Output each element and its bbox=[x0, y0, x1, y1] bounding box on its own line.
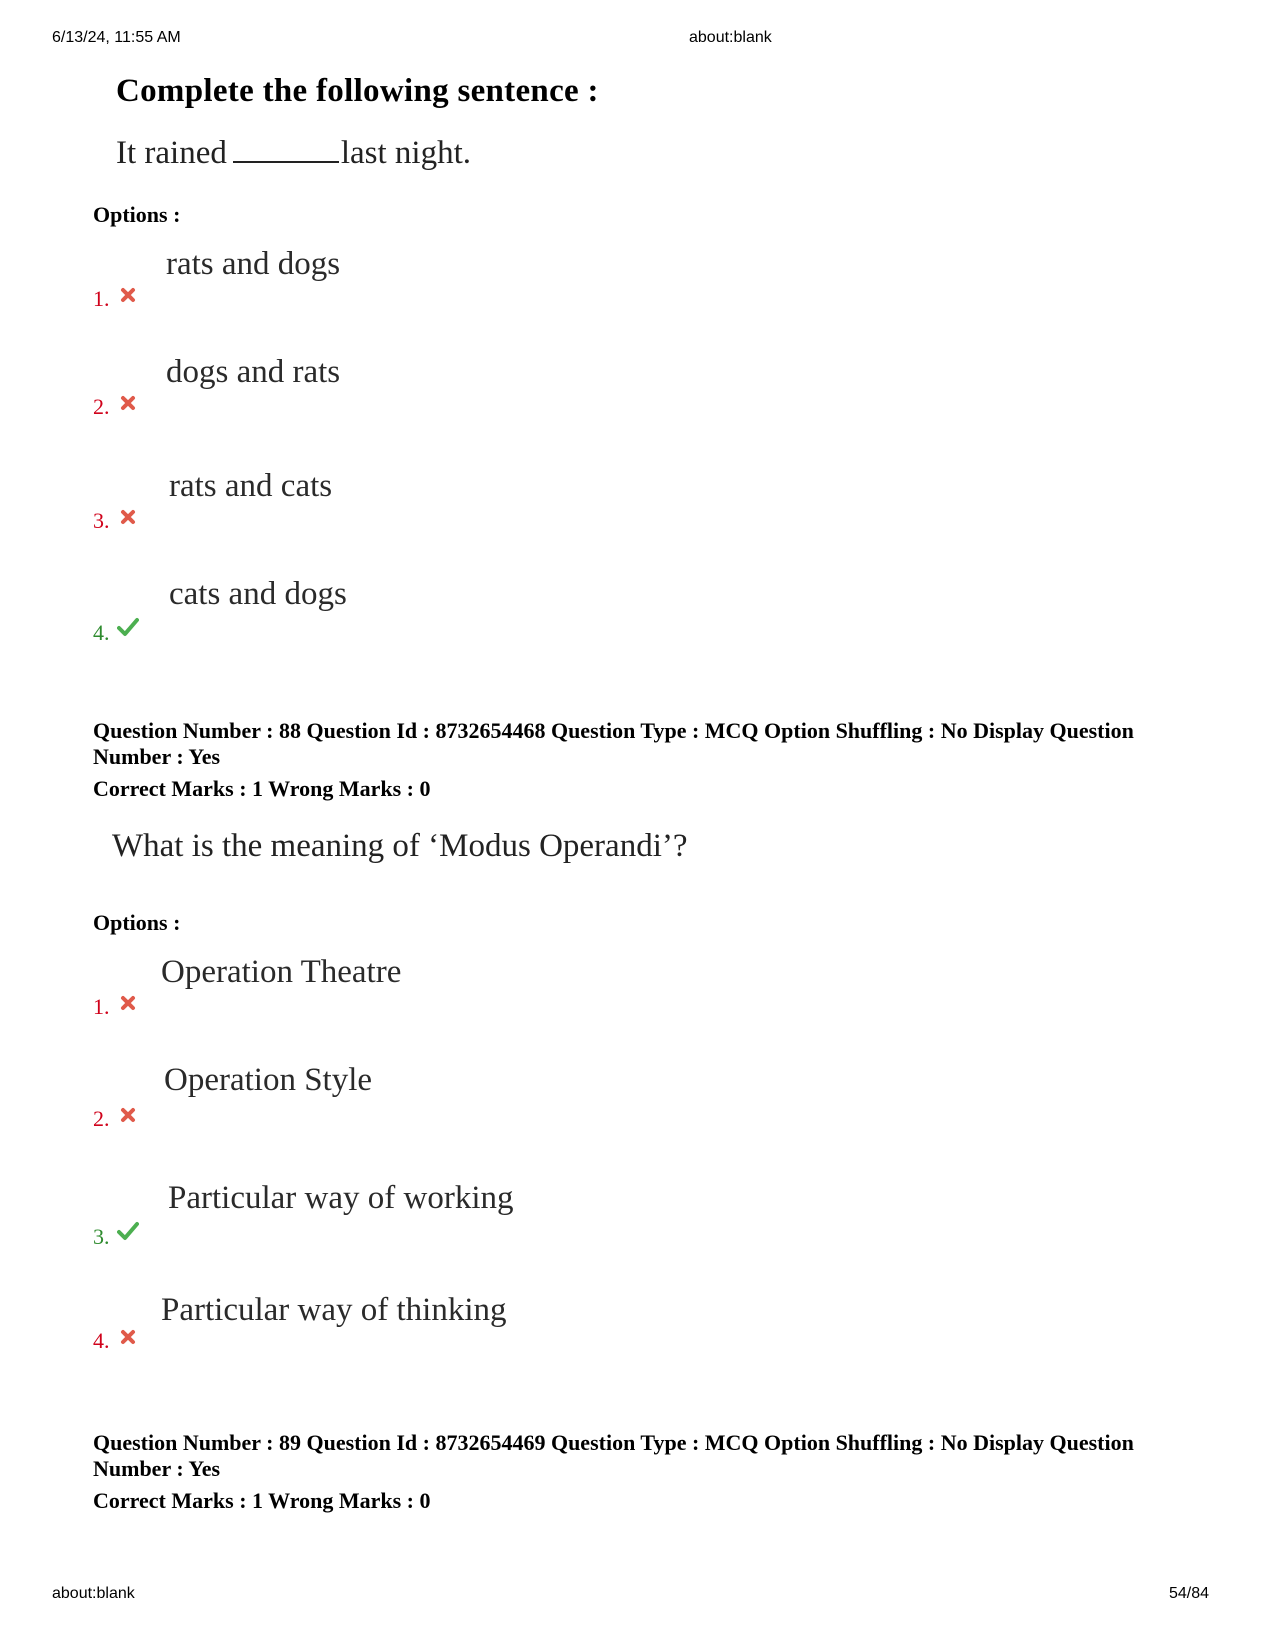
check-icon bbox=[117, 617, 139, 637]
sentence-blank bbox=[233, 139, 339, 163]
cross-icon bbox=[119, 394, 137, 412]
option-number: 1. bbox=[93, 994, 110, 1019]
option-number: 2. bbox=[93, 394, 110, 419]
option-number: 4. bbox=[93, 1328, 110, 1353]
question-info: Question Number : 88 Question Id : 8732654468 Question Type : MCQ Option Shuffling : No Display Question Number : Yes bbox=[93, 718, 1134, 769]
check-icon bbox=[117, 1221, 139, 1241]
option-text: Operation Theatre bbox=[161, 954, 402, 990]
option-text: cats and dogs bbox=[169, 576, 347, 612]
cross-icon bbox=[119, 994, 137, 1012]
options-label: Options : bbox=[93, 910, 181, 935]
cross-icon bbox=[119, 508, 137, 526]
marks-info: Correct Marks : 1 Wrong Marks : 0 bbox=[93, 1488, 431, 1513]
question-info: Question Number : 89 Question Id : 8732654469 Question Type : MCQ Option Shuffling : No Display Question Number : Yes bbox=[93, 1430, 1134, 1481]
option-text: rats and cats bbox=[169, 468, 333, 504]
option-number: 4. bbox=[93, 620, 110, 645]
cross-icon bbox=[119, 1328, 137, 1346]
option-number: 2. bbox=[93, 1106, 110, 1131]
option-text: Particular way of working bbox=[168, 1180, 514, 1216]
question-89-meta bbox=[93, 1430, 1203, 1514]
print-datetime: 6/13/24, 11:55 AM bbox=[52, 29, 181, 46]
footer-url: about:blank bbox=[52, 1585, 135, 1602]
option-number: 3. bbox=[93, 1224, 110, 1249]
question-88-text: What is the meaning of ‘Modus Operandi’? bbox=[112, 828, 688, 864]
question-87-sentence bbox=[116, 135, 471, 172]
option-text: Particular way of thinking bbox=[161, 1292, 507, 1328]
sentence-end: last night. bbox=[340, 135, 472, 171]
option-text: dogs and rats bbox=[166, 354, 341, 390]
print-url: about:blank bbox=[689, 29, 772, 46]
marks-info: Correct Marks : 1 Wrong Marks : 0 bbox=[93, 776, 431, 801]
option-text: Operation Style bbox=[164, 1062, 373, 1098]
option-text: rats and dogs bbox=[166, 246, 341, 282]
question-87-title: Complete the following sentence : bbox=[116, 73, 599, 109]
sentence-start: It rained bbox=[116, 135, 227, 171]
question-88-meta bbox=[93, 718, 1203, 802]
options-label: Options : bbox=[93, 202, 181, 227]
page-number: 54/84 bbox=[1169, 1585, 1210, 1602]
cross-icon bbox=[119, 1106, 137, 1124]
cross-icon bbox=[119, 286, 137, 304]
option-number: 1. bbox=[93, 286, 110, 311]
option-number: 3. bbox=[93, 508, 110, 533]
